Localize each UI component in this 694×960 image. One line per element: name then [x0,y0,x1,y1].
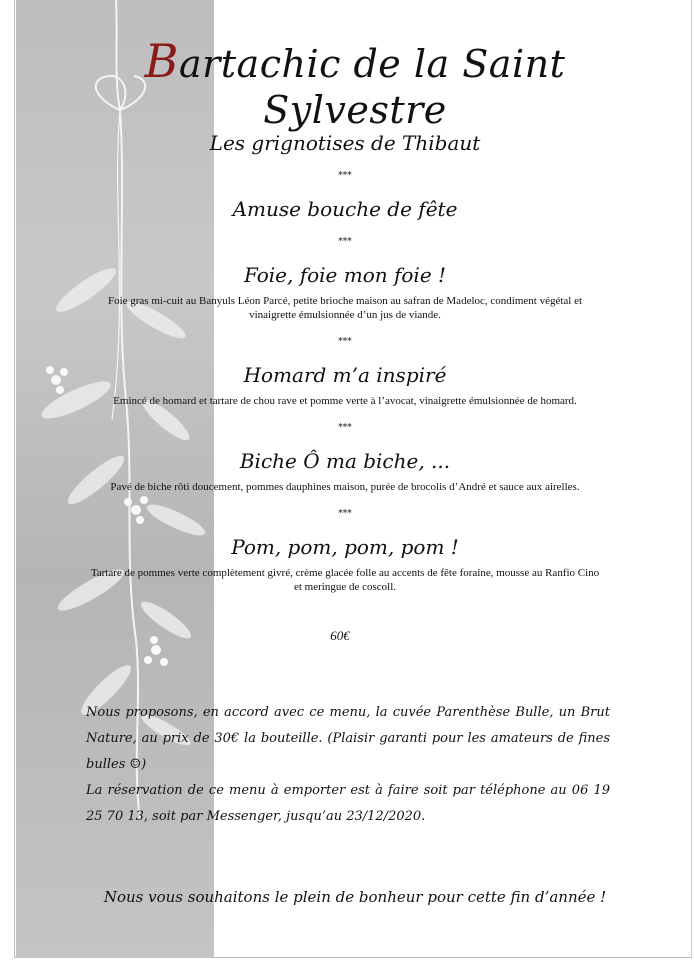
course-title-6: Pom, pom, pom, pom ! [231,535,459,559]
separator: *** [338,171,352,181]
reservation-paragraph: La réservation de ce menu à emporter est à faire soit par téléphone au 06 19 25 70 13, soit par Messenger, jusqu’au 23/12/2020. [86,783,610,824]
course-description-3: Foie gras mi-cuit au Banyuls Léon Parcé, petite brioche maison au safran de Madeloc, condiment végétal et vinaigrette émulsionnée d’un jus de viande. [107,295,583,321]
wine-pairing-paragraph: Nous proposons, en accord avec ce menu, la cuvée Parenthèse Bulle, un Brut Nature, au prix de 30€ la bouteille. (Plaisir garanti pour les amateurs de fines bulles ☺) [86,705,610,772]
course-title-2: Amuse bouche de fête [232,197,458,221]
course-title-3: Foie, foie mon foie ! [243,263,447,287]
course-description-6: Tartare de pommes verte complètement givré, crème glacée folle au accents de fête foraine, mousse au Ranfio Cino et meringue de coscoll. [90,567,600,593]
course-title-1: Les grignotises de Thibaut [209,131,481,155]
menu-price: 60€ [330,628,350,643]
course-description-4: Emincé de homard et tartare de chou rave et pomme verte à l’avocat, vinaigrette émulsionnée de homard. [113,395,577,407]
course-title-4: Homard m’a inspiré [243,363,447,387]
separator: *** [338,337,352,347]
title-rest: artachic de la Saint Sylvestre [178,42,566,132]
course-description-5: Pavé de biche rôti doucement, pommes dauphines maison, purée de brocolis d’André et sauce aux airelles. [110,481,580,493]
separator: *** [338,509,352,519]
course-title-5: Biche Ô ma biche, ... [239,449,451,473]
wine-and-reservation-note [86,700,610,830]
separator: *** [338,237,352,247]
menu-courses [90,130,600,594]
season-greeting: Nous vous souhaitons le plein de bonheur pour cette fin d’année ! [103,888,607,906]
menu-title [60,34,650,132]
separator: *** [338,423,352,433]
title-first-letter: B [144,34,179,88]
